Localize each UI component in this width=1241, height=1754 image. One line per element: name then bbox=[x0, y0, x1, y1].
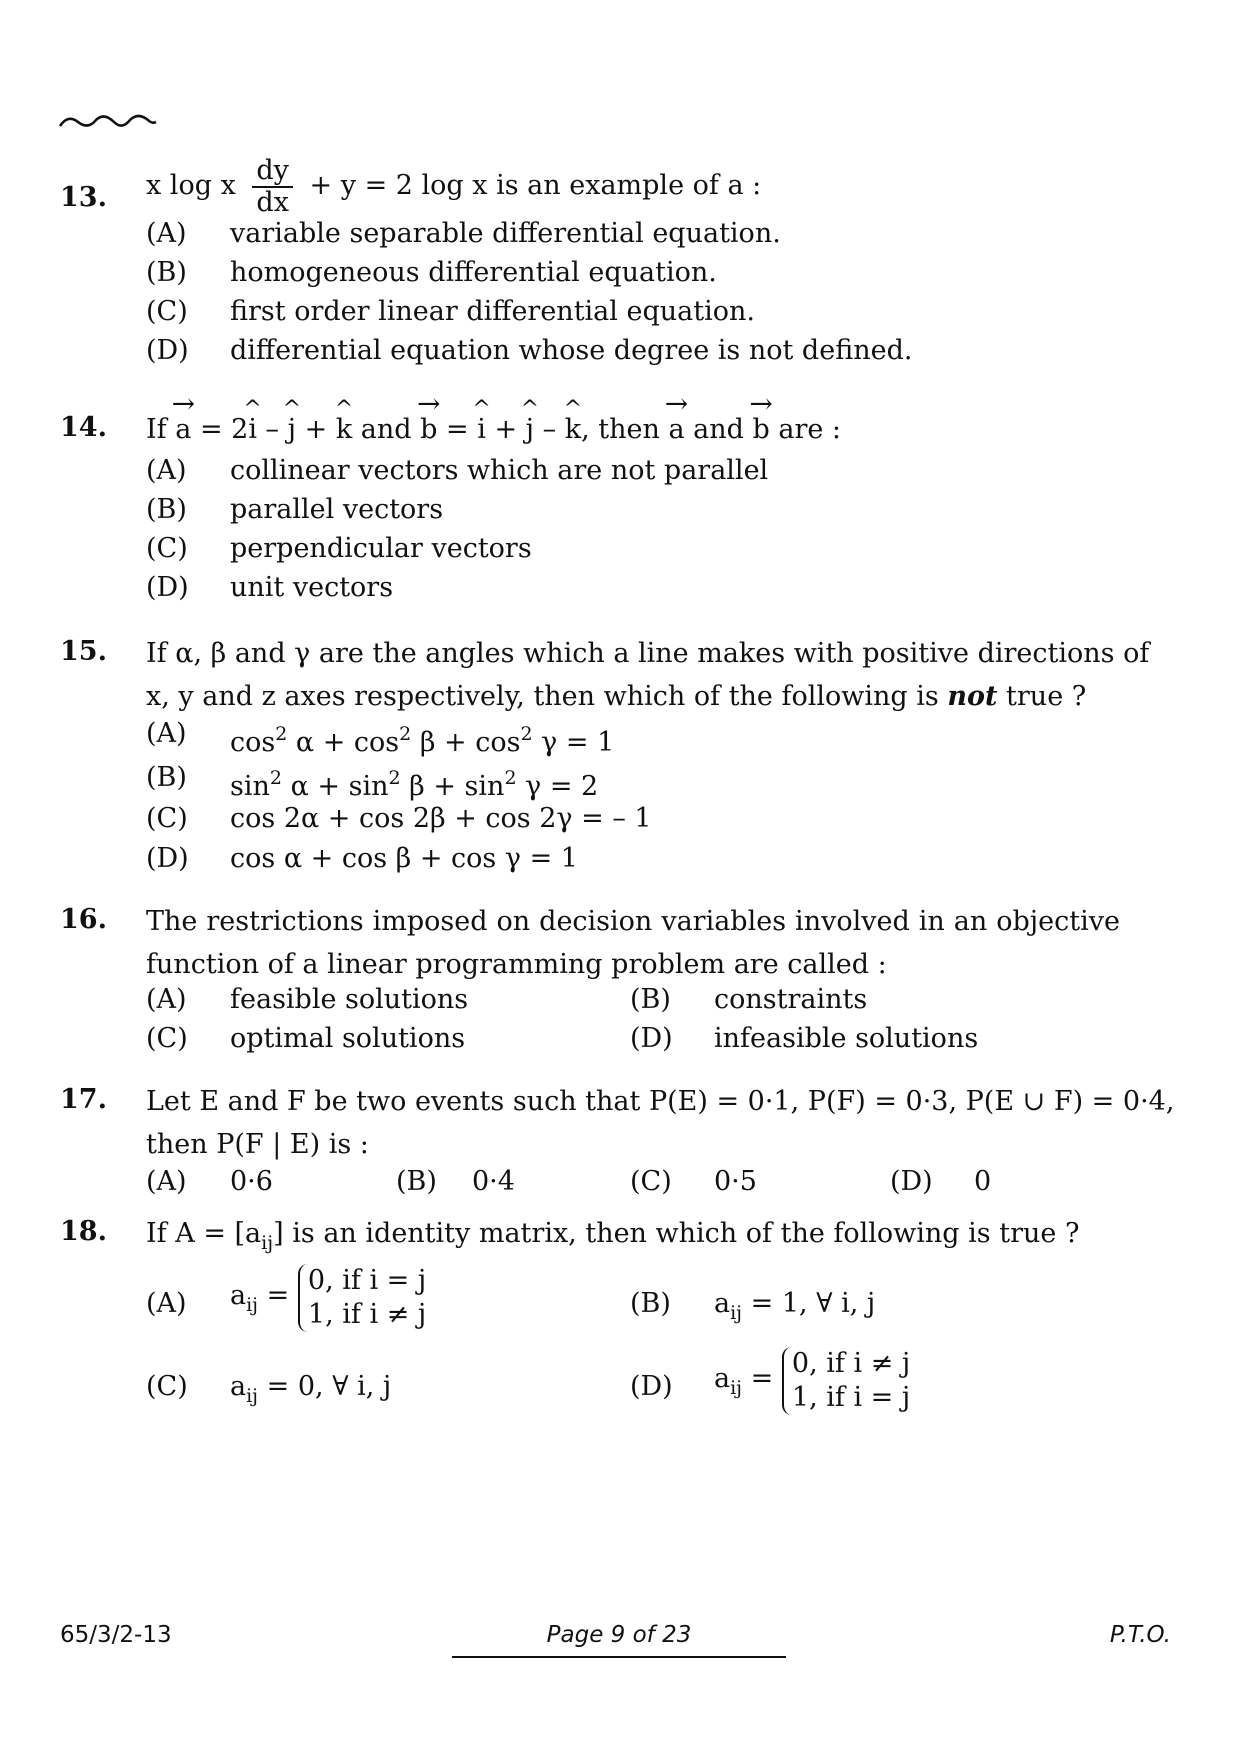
option-text: $\sin^2 \alpha + \sin^2 \beta + \sin^2 \gamma = 2$ bbox=[230, 767, 599, 802]
option-text: variable separable differential equation. bbox=[230, 218, 781, 249]
option-text: homogeneous differential equation. bbox=[230, 257, 717, 288]
option-text: cos 2α + cos 2β + cos 2γ = – 1 bbox=[230, 803, 652, 834]
stem-emphasis: not bbox=[947, 681, 998, 712]
option-text: cos α + cos β + cos γ = 1 bbox=[230, 843, 578, 874]
question-stem bbox=[146, 1080, 1175, 1166]
case-line: 0, if i = j bbox=[307, 1265, 427, 1296]
option-label: (B) bbox=[146, 762, 187, 793]
case-line: 1, if i ≠ j bbox=[307, 1299, 427, 1330]
option-label: (C) bbox=[146, 803, 188, 834]
question-stem: If → a = 2^ i – ^ j + ^ k and → b = ^ i + ^ j – ^ k, then → a and → b are : bbox=[146, 408, 1120, 451]
question-13 bbox=[60, 156, 1120, 406]
derivative-fraction bbox=[252, 156, 293, 217]
option-text: perpendicular vectors bbox=[230, 533, 532, 564]
case-line: 1, if i = j bbox=[791, 1382, 911, 1413]
stem-line-1: Let E and F be two events such that P(E) = 0·1, P(F) = 0·3, P(E ∪ F) = 0·4, bbox=[146, 1086, 1175, 1117]
option-label: (B) bbox=[630, 984, 671, 1015]
question-16 bbox=[60, 900, 1120, 1070]
stem-prefix: x log x bbox=[146, 170, 236, 202]
question-number: 14. bbox=[60, 412, 107, 443]
wave-mark bbox=[58, 108, 158, 138]
option-text: 0 bbox=[974, 1166, 992, 1197]
option-label: (D) bbox=[630, 1371, 673, 1402]
question-15 bbox=[60, 632, 1150, 882]
option-text: first order linear differential equation. bbox=[230, 296, 755, 327]
stem-text: x, y and z axes respectively, then which of the following is bbox=[146, 681, 948, 712]
footer-underline bbox=[452, 1656, 786, 1658]
option-tail: = 0, ∀ i, j bbox=[258, 1371, 392, 1402]
option-label: (C) bbox=[630, 1166, 672, 1197]
question-number: 15. bbox=[60, 636, 107, 667]
option-label: (A) bbox=[146, 218, 187, 249]
question-number: 18. bbox=[60, 1216, 107, 1247]
stem-line-2: function of a linear programming problem are called : bbox=[146, 949, 887, 980]
case-line: 0, if i ≠ j bbox=[791, 1348, 911, 1379]
question-18 bbox=[60, 1212, 1120, 1592]
option-text: $a_{ij}$ = 0, if i = j 1, if i ≠ j bbox=[230, 1265, 427, 1330]
stem-line-2 bbox=[146, 675, 1120, 718]
stem-line-2: then P(F | E) is : bbox=[146, 1129, 369, 1160]
stem-line-1: The restrictions imposed on decision variables involved in an objective bbox=[146, 906, 1120, 937]
stem-text: ] is an identity matrix, then which of the following is true ? bbox=[273, 1218, 1080, 1249]
option-label: (C) bbox=[146, 1371, 188, 1402]
case-brace bbox=[782, 1347, 910, 1415]
option-tail: = 1, ∀ i, j bbox=[742, 1288, 876, 1319]
question-stem bbox=[146, 156, 1120, 217]
option-label: (A) bbox=[146, 1288, 187, 1319]
option-text: $a_{ij} = 1$, ∀ i, j bbox=[714, 1288, 876, 1324]
option-label: (D) bbox=[146, 843, 189, 874]
question-number: 17. bbox=[60, 1084, 107, 1115]
question-17 bbox=[60, 1080, 1175, 1210]
option-label: (C) bbox=[146, 1023, 188, 1054]
option-label: (A) bbox=[146, 455, 187, 486]
stem-suffix: + y = 2 log x is an example of a : bbox=[309, 170, 762, 202]
question-stem bbox=[146, 900, 1120, 986]
option-text: $a_{ij} = 0$, ∀ i, j bbox=[230, 1371, 392, 1407]
question-14 bbox=[60, 408, 1120, 608]
option-label: (D) bbox=[890, 1166, 933, 1197]
option-label: (B) bbox=[630, 1288, 671, 1319]
case-brace bbox=[298, 1264, 426, 1332]
question-number: 16. bbox=[60, 904, 107, 935]
option-label: (D) bbox=[146, 572, 189, 603]
stem-text: true ? bbox=[997, 681, 1087, 712]
option-label: (D) bbox=[630, 1023, 673, 1054]
option-label: (B) bbox=[146, 257, 187, 288]
option-label: (D) bbox=[146, 335, 189, 366]
frac-den: dx bbox=[256, 186, 289, 218]
option-text: feasible solutions bbox=[230, 984, 469, 1015]
option-text: infeasible solutions bbox=[714, 1023, 979, 1054]
option-label: (B) bbox=[396, 1166, 437, 1197]
option-text: parallel vectors bbox=[230, 494, 444, 525]
frac-num: dy bbox=[252, 156, 293, 188]
option-label: (B) bbox=[146, 494, 187, 525]
paper-code: 65/3/2-13 bbox=[60, 1622, 172, 1648]
question-number: 13. bbox=[60, 182, 107, 213]
option-text: 0·4 bbox=[472, 1166, 515, 1197]
option-text: constraints bbox=[714, 984, 868, 1015]
pto-label: P.T.O. bbox=[1109, 1622, 1171, 1648]
stem-text: If A = [a bbox=[146, 1218, 262, 1249]
option-label: (A) bbox=[146, 1166, 187, 1197]
option-text: differential equation whose degree is not defined. bbox=[230, 335, 913, 366]
option-label: (A) bbox=[146, 984, 187, 1015]
option-text: 0·6 bbox=[230, 1166, 273, 1197]
option-label: (C) bbox=[146, 533, 188, 564]
option-text: $a_{ij}$ = 0, if i ≠ j 1, if i = j bbox=[714, 1348, 911, 1413]
option-text: collinear vectors which are not parallel bbox=[230, 455, 769, 486]
stem-subscript: ij bbox=[261, 1232, 274, 1254]
question-stem bbox=[146, 1212, 1120, 1265]
option-text: unit vectors bbox=[230, 572, 394, 603]
option-label: (A) bbox=[146, 718, 187, 749]
option-text: $\cos^2 \alpha + \cos^2 \beta + \cos^2 \gamma = 1$ bbox=[230, 723, 615, 758]
option-text: 0·5 bbox=[714, 1166, 757, 1197]
option-text: optimal solutions bbox=[230, 1023, 466, 1054]
stem-line-1: If α, β and γ are the angles which a line makes with positive directions of bbox=[146, 638, 1150, 669]
option-label: (C) bbox=[146, 296, 188, 327]
page-number: Page 9 of 23 bbox=[546, 1622, 692, 1648]
question-stem bbox=[146, 632, 1150, 718]
